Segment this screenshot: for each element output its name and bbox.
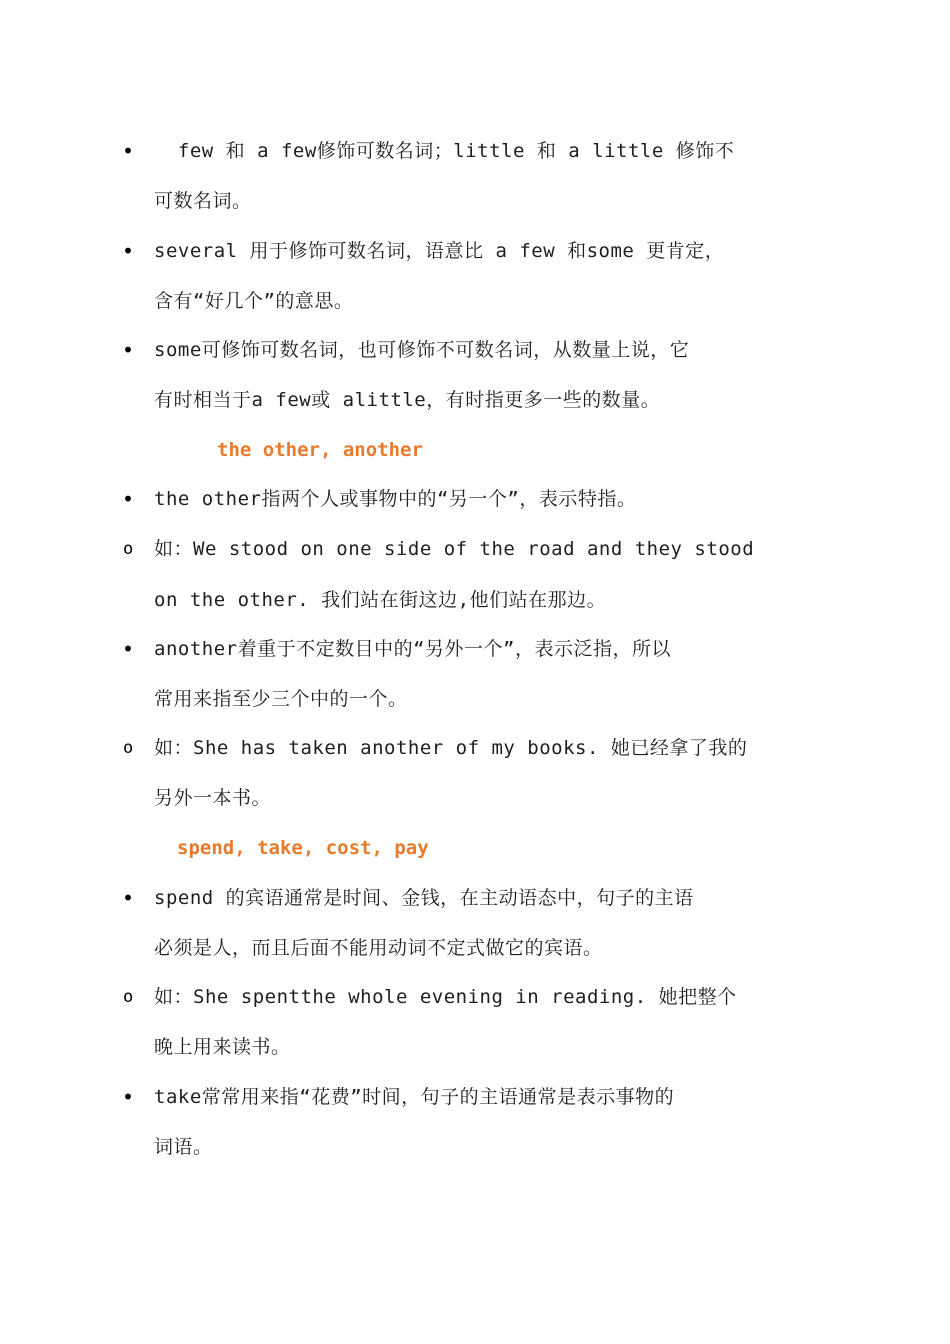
bullet-marker: • [122, 1085, 135, 1109]
list-item-line: 有时相当于a few或 alittle，有时指更多一些的数量。 [154, 389, 661, 411]
sub-bullet-marker: o [123, 738, 134, 758]
example-line: 如：We stood on one side of the road and they stood [154, 538, 755, 560]
list-item-line: 可数名词。 [154, 190, 252, 212]
sub-bullet-marker: o [123, 987, 134, 1007]
bullet-marker: • [122, 239, 135, 263]
list-item-line: some可修饰可数名词，也可修饰不可数名词，从数量上说，它 [154, 339, 690, 361]
example-line: 晚上用来读书。 [154, 1036, 291, 1058]
example-line: 如：She spentthe whole evening in reading. 她把整个 [154, 986, 737, 1008]
example-line: 如：She has taken another of my books. 她已经拿了我的 [154, 737, 748, 759]
list-item-line: 常用来指至少三个中的一个。 [154, 688, 408, 710]
example-line: on the other. 我们站在街这边,他们站在那边。 [154, 589, 607, 611]
list-item-line: 含有“好几个”的意思。 [154, 290, 354, 312]
example-line: 另外一本书。 [154, 787, 272, 809]
section-heading: spend, take, cost, pay [177, 837, 429, 859]
list-item-line: 必须是人，而且后面不能用动词不定式做它的宾语。 [154, 937, 603, 959]
section-heading: the other, another [217, 439, 423, 461]
bullet-marker: • [122, 139, 135, 163]
list-item-line: spend 的宾语通常是时间、金钱，在主动语态中，句子的主语 [154, 887, 694, 909]
list-item-line: the other指两个人或事物中的“另一个”，表示特指。 [154, 488, 637, 510]
bullet-marker: • [122, 637, 135, 661]
list-item-line: 词语。 [154, 1136, 213, 1158]
bullet-marker: • [122, 886, 135, 910]
sub-bullet-marker: o [123, 539, 134, 559]
bullet-marker: • [122, 487, 135, 511]
list-item-line: take常常用来指“花费”时间，句子的主语通常是表示事物的 [154, 1086, 675, 1108]
list-item-line: several 用于修饰可数名词，语意比 a few 和some 更肯定， [154, 240, 725, 262]
bullet-marker: • [122, 338, 135, 362]
list-item-line: another着重于不定数目中的“另外一个”，表示泛指，所以 [154, 638, 671, 660]
list-item-line: few 和 a few修饰可数名词；little 和 a little 修饰不 [154, 140, 735, 162]
